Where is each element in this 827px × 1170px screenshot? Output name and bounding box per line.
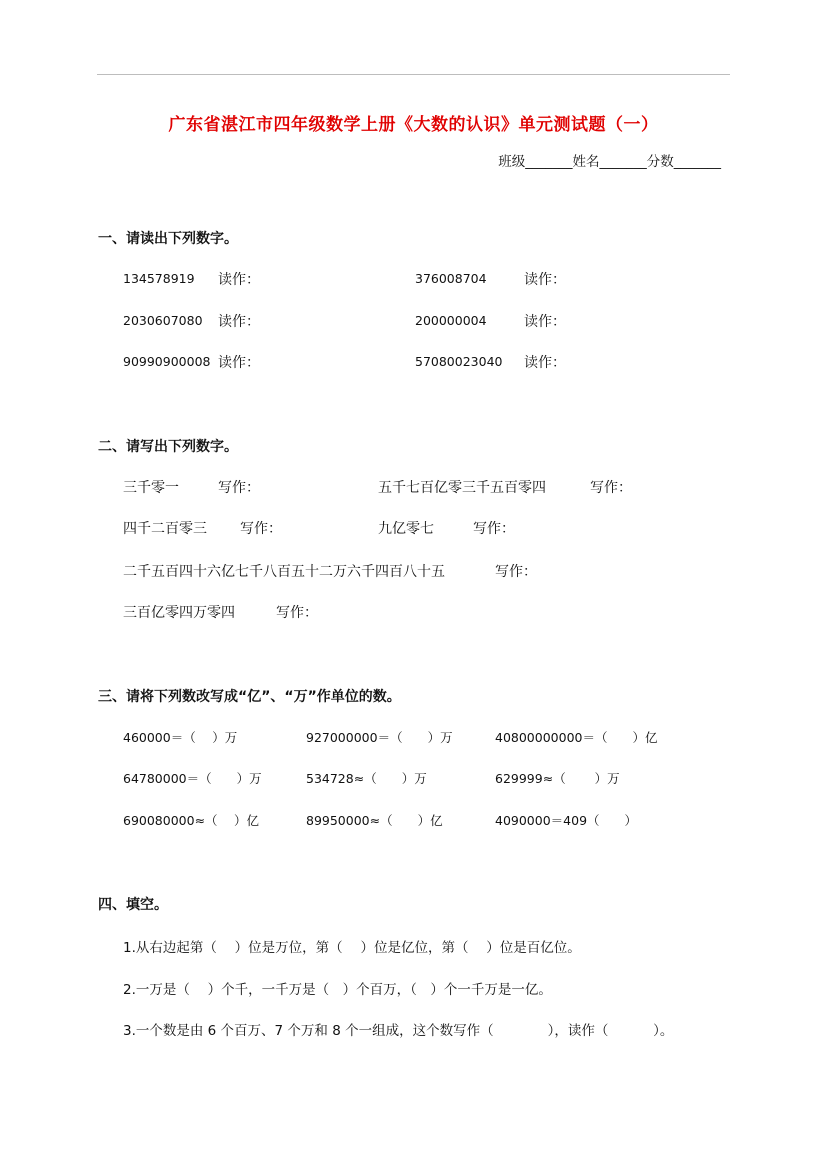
s1-read-label: 读作： <box>524 272 566 288</box>
s2-write-label: 写作： <box>473 521 515 537</box>
s2-chinese-number: 三百亿零四万零四 <box>123 605 235 621</box>
page-title: 广东省湛江市四年级数学上册《大数的认识》单元测试题（一） <box>168 115 659 135</box>
top-rule <box>97 74 730 75</box>
s3-conversion-item: 64780000＝（ ）万 <box>123 771 262 786</box>
s1-read-label: 读作： <box>218 314 260 330</box>
s3-conversion-item: 690080000≈（ ）亿 <box>123 813 260 828</box>
s4-fill-question: 2.一万是（ ）个千，一千万是（ ）个百万，（ ）个一千万是一亿。 <box>123 982 552 998</box>
s1-read-label: 读作： <box>524 355 566 371</box>
s1-number: 200000004 <box>415 313 487 328</box>
s3-conversion-item: 4090000＝409（ ） <box>495 813 638 828</box>
s2-chinese-number: 三千零一 <box>123 480 179 496</box>
s2-write-label: 写作： <box>495 564 537 580</box>
section-3-heading: 三、请将下列数改写成“亿”、“万”作单位的数。 <box>98 689 401 705</box>
s1-read-label: 读作： <box>524 314 566 330</box>
s2-write-label: 写作： <box>218 480 260 496</box>
s3-conversion-item: 460000＝（ ）万 <box>123 730 238 745</box>
s1-read-label: 读作： <box>218 355 260 371</box>
s1-number: 90990900008 <box>123 354 211 369</box>
s3-conversion-item: 534728≈（ ）万 <box>306 771 427 786</box>
s1-number: 376008704 <box>415 271 487 286</box>
s3-conversion-item: 89950000≈（ ）亿 <box>306 813 443 828</box>
s2-write-label: 写作： <box>590 480 632 496</box>
s3-conversion-item: 629999≈（ ）万 <box>495 771 620 786</box>
s1-number: 57080023040 <box>415 354 503 369</box>
student-info-line: 班级_______姓名_______分数_______ <box>498 154 721 170</box>
s3-conversion-item: 40800000000＝（ ）亿 <box>495 730 658 745</box>
s2-chinese-number: 五千七百亿零三千五百零四 <box>378 480 546 496</box>
s2-chinese-number: 四千二百零三 <box>123 521 207 537</box>
section-1-heading: 一、请读出下列数字。 <box>98 231 238 247</box>
s2-chinese-number: 九亿零七 <box>378 521 434 537</box>
s4-fill-question: 1.从右边起第（ ）位是万位，第（ ）位是亿位，第（ ）位是百亿位。 <box>123 940 581 956</box>
s2-write-label: 写作： <box>240 521 282 537</box>
section-4-heading: 四、填空。 <box>98 897 168 913</box>
s3-conversion-item: 927000000＝（ ）万 <box>306 730 453 745</box>
s1-read-label: 读作： <box>218 272 260 288</box>
s1-number: 134578919 <box>123 271 195 286</box>
s4-fill-question: 3.一个数是由 6 个百万、7 个万和 8 个一组成，这个数写作（ ），读作（ ）。 <box>123 1023 674 1039</box>
section-2-heading: 二、请写出下列数字。 <box>98 439 238 455</box>
s2-write-label: 写作： <box>276 605 318 621</box>
s2-chinese-number: 二千五百四十六亿七千八百五十二万六千四百八十五 <box>123 564 445 580</box>
s1-number: 2030607080 <box>123 313 203 328</box>
